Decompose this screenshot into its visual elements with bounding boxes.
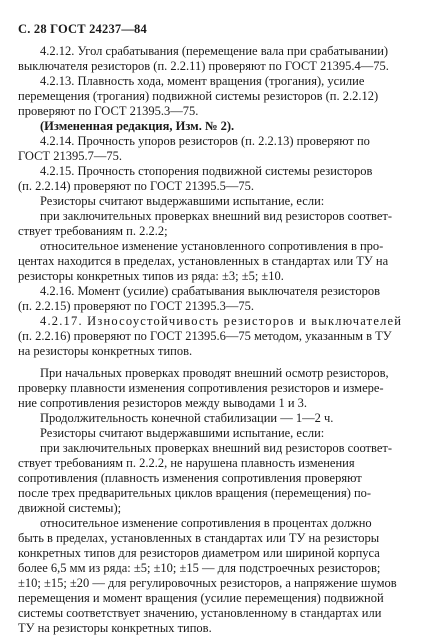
text-line: ние сопротивления резисторов между выводами 1 и 3. <box>18 396 308 410</box>
text-line: При начальных проверках проводят внешний осмотр резисторов, <box>40 366 389 380</box>
text-line: 4.2.15. Прочность стопорения подвижной системы резисторов <box>40 164 373 178</box>
text-line: более 6,5 мм из ряда: ±5; ±10; ±15 — для подстроечных резисторов; <box>18 561 381 575</box>
document-body <box>18 44 415 636</box>
text-line: относительное изменение установленного сопротивления в про- <box>40 239 384 253</box>
text-line: при заключительных проверках внешний вид резисторов соответ- <box>40 441 393 455</box>
text-line: (Измененная редакция, Изм. № 2). <box>40 119 235 133</box>
text-line: 4.2.13. Плавность хода, момент вращения (трогания), усилие <box>40 74 365 88</box>
text-line: после трех предварительных циклов вращения (перемещения) по- <box>18 486 372 500</box>
text-line: перемещения и момент вращения (усилие перемещения) подвижной <box>18 591 384 605</box>
text-line: ГОСТ 21395.7—75. <box>18 149 122 163</box>
text-line: (п. 2.2.14) проверяют по ГОСТ 21395.5—75. <box>18 179 254 193</box>
text-line: относительное изменение сопротивления в процентах должно <box>40 516 372 530</box>
text-line: ±10; ±15; ±20 — для регулировочных резисторов, а напряжение шумов <box>18 576 397 590</box>
text-line: конкретных типов для резисторов диаметром или шириной корпуса <box>18 546 380 560</box>
text-line: (п. 2.2.15) проверяют по ГОСТ 21395.3—75. <box>18 299 254 313</box>
text-line: системы соответствует значению, установленному в стандартах или <box>18 606 382 620</box>
text-line: 4.2.12. Угол срабатывания (перемещение вала при срабатывании) <box>40 44 389 58</box>
text-line: 4.2.16. Момент (усилие) срабатывания выключателя резисторов <box>40 284 380 298</box>
text-line: сопротивления (плавность изменения сопротивления проверяют <box>18 471 362 485</box>
text-line: 4.2.14. Прочность упоров резисторов (п. 2.2.13) проверяют по <box>40 134 370 148</box>
text-line: ствует требованиям п. 2.2.2, не нарушена плавность изменения <box>18 456 355 470</box>
text-line: проверяют по ГОСТ 21395.3—75. <box>18 104 199 118</box>
text-line: Резисторы считают выдержавшими испытание, если: <box>40 194 325 208</box>
text-line: проверку плавности изменения сопротивления резисторов и измере- <box>18 381 384 395</box>
text-line: на резисторы конкретных типов. <box>18 344 193 358</box>
text-line: ТУ на резисторы конкретных типов. <box>18 621 212 635</box>
text-line: резисторы конкретных типов из ряда: ±3; ±5; ±10. <box>18 269 284 283</box>
text-line: центах находится в пределах, установленных в стандартах или ТУ на <box>18 254 389 268</box>
text-line: Резисторы считают выдержавшими испытание, если: <box>40 426 325 440</box>
text-line: при заключительных проверках внешний вид резисторов соответ- <box>40 209 393 223</box>
page-header: С. 28 ГОСТ 24237—84 <box>18 22 147 36</box>
text-line: (п. 2.2.16) проверяют по ГОСТ 21395.6—75 методом, указанным в ТУ <box>18 329 392 343</box>
text-line: Продолжительность конечной стабилизации — 1—2 ч. <box>40 411 334 425</box>
text-line: быть в пределах, установленных в стандартах или ТУ на резисторы <box>18 531 380 545</box>
text-line: перемещения (трогания) подвижной системы резисторов (п. 2.2.12) <box>18 89 379 103</box>
text-line: выключателя резисторов (п. 2.2.11) проверяют по ГОСТ 21395.4—75. <box>18 59 389 73</box>
text-line: 4.2.17. Износоустойчивость резисторов и выключателей <box>40 314 403 328</box>
text-line: движной системы); <box>18 501 122 515</box>
text-line: ствует требованиям п. 2.2.2; <box>18 224 168 238</box>
